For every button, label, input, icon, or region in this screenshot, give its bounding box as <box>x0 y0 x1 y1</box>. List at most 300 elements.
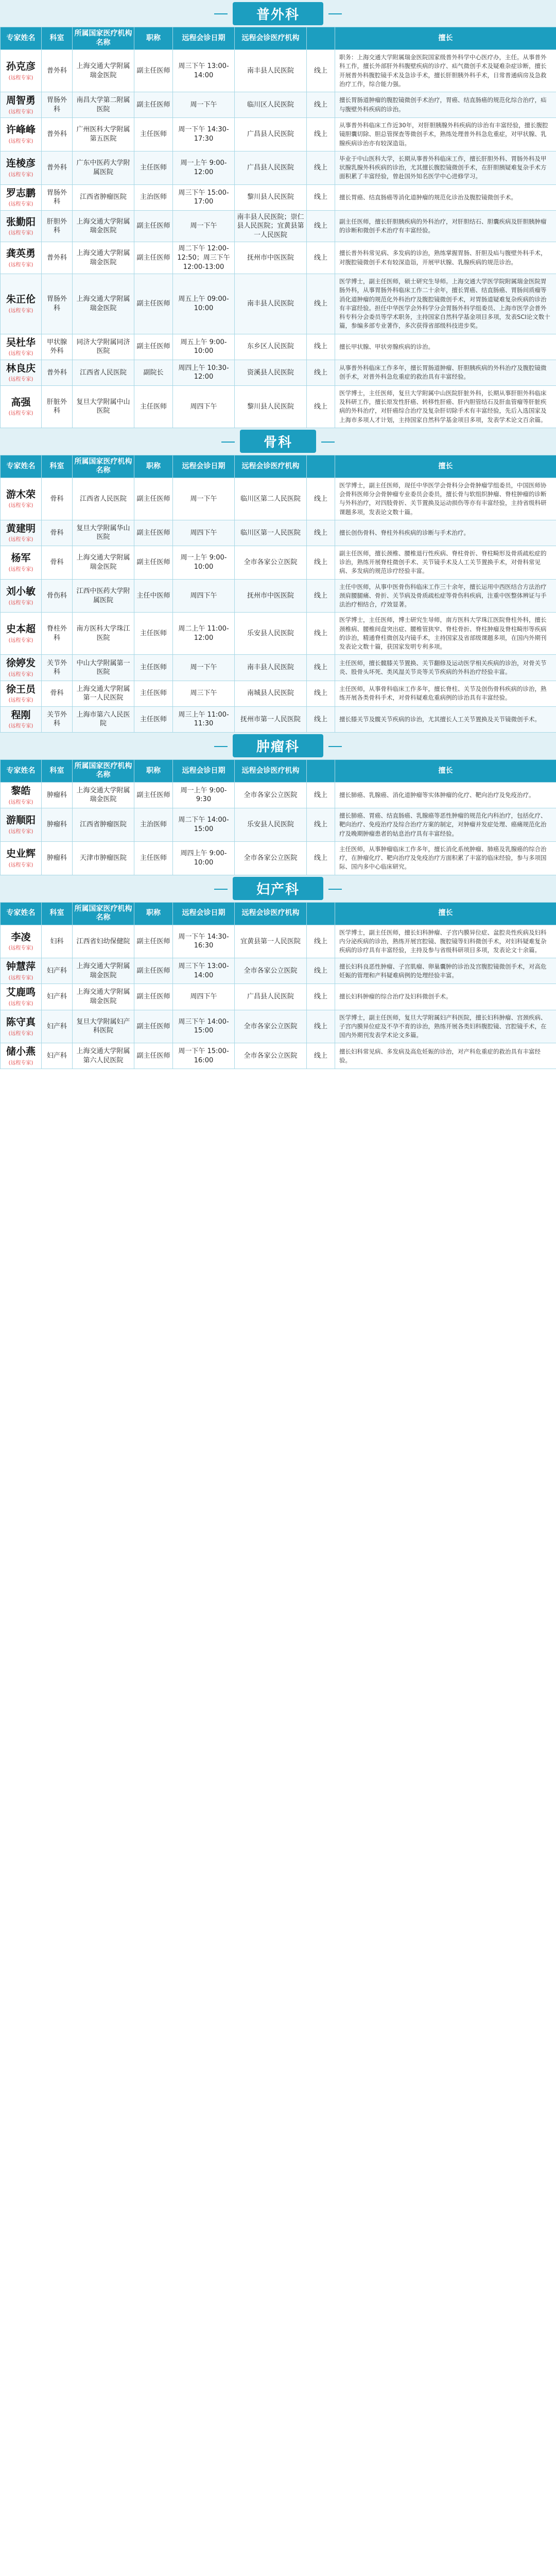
expertise-cell: 擅长甲状腺、甲状旁腺疾病的诊治。 <box>335 334 556 360</box>
consult-time-cell: 周四下午 <box>173 385 235 428</box>
expert-name-cell <box>1 50 42 92</box>
remote-expert-flag: (远程专家) <box>8 308 33 314</box>
job-title-cell: 副主任医师 <box>134 274 173 334</box>
institution-cell: 广州医科大学附属第五医院 <box>73 118 134 151</box>
expert-name-cell <box>1 546 42 579</box>
expert-name: 徐婷发 <box>6 657 36 669</box>
header-time: 远程会诊日期 <box>173 27 235 50</box>
institution-cell: 江西省人民医院 <box>73 478 134 520</box>
expert-name: 陈守真 <box>6 1016 36 1028</box>
consult-time-cell: 周一下午 <box>173 655 235 681</box>
expert-name: 储小燕 <box>6 1046 36 1058</box>
department-cell: 肿瘤科 <box>42 841 73 875</box>
job-title-cell: 副主任医师 <box>134 1043 173 1069</box>
header-title: 职称 <box>134 759 173 782</box>
section-banner <box>0 428 556 455</box>
remote-expert-flag: (远程专家) <box>8 351 33 357</box>
remote-hospital-cell: 黎川县人民医院 <box>235 184 307 210</box>
remote-hospital-cell: 黎川县人民医院 <box>235 385 307 428</box>
table-row <box>1 681 556 706</box>
mode-cell: 线上 <box>307 242 335 274</box>
expert-name: 游木荣 <box>6 488 36 500</box>
expert-name-cell <box>1 184 42 210</box>
expertise-cell: 擅长膝关节及髋关节疾病的诊治，尤其擅长人工关节置换及关节镜微创手术。 <box>335 706 556 732</box>
mode-cell: 线上 <box>307 1010 335 1043</box>
mode-cell: 线上 <box>307 808 335 842</box>
institution-cell: 上海交通大学附属第一人民医院 <box>73 681 134 706</box>
expert-name-cell <box>1 210 42 242</box>
mode-cell: 线上 <box>307 613 335 655</box>
job-title-cell: 副主任医师 <box>134 334 173 360</box>
header-title: 职称 <box>134 455 173 478</box>
department-cell: 妇产科 <box>42 1010 73 1043</box>
header-name: 专家姓名 <box>1 902 42 925</box>
expert-name: 朱正伦 <box>6 294 36 306</box>
mode-cell: 线上 <box>307 184 335 210</box>
department-cell: 普外科 <box>42 360 73 385</box>
mode-cell: 线上 <box>307 274 335 334</box>
table-row <box>1 274 556 334</box>
mode-cell: 线上 <box>307 925 335 958</box>
table-header-row <box>1 902 556 925</box>
header-time: 远程会诊日期 <box>173 455 235 478</box>
institution-cell: 江西省人民医院 <box>73 360 134 385</box>
consult-time-cell: 周四上午 9:00-10:00 <box>173 841 235 875</box>
remote-expert-flag: (远程专家) <box>8 503 33 509</box>
job-title-cell: 主任医师 <box>134 655 173 681</box>
header-dept: 科室 <box>42 455 73 478</box>
institution-cell: 上海交通大学附属瑞金医院 <box>73 984 134 1010</box>
consult-time-cell: 周四下午 <box>173 579 235 613</box>
consult-time-cell: 周一下午 <box>173 478 235 520</box>
department-cell: 脊柱外科 <box>42 613 73 655</box>
expertise-cell: 擅长创伤骨科、脊柱外科疾病的诊断与手术治疗。 <box>335 520 556 546</box>
table-row <box>1 706 556 732</box>
institution-cell: 中山大学附属第一医院 <box>73 655 134 681</box>
table-header-row <box>1 27 556 50</box>
expert-name: 史本超 <box>6 623 36 635</box>
institution-cell: 江西中医药大学附属医院 <box>73 579 134 613</box>
job-title-cell: 副主任医师 <box>134 958 173 984</box>
table-row <box>1 925 556 958</box>
job-title-cell: 主治医师 <box>134 184 173 210</box>
table-row <box>1 579 556 613</box>
consult-time-cell: 周三上午 11:00-11:30 <box>173 706 235 732</box>
expert-name-cell <box>1 579 42 613</box>
remote-hospital-cell: 广昌县人民医院 <box>235 151 307 184</box>
table-row <box>1 1010 556 1043</box>
expert-name-cell <box>1 520 42 546</box>
expertise-cell: 主任医师，擅长髋膝关节置换、关节翻修及运动医学相关疾病的诊治，对骨关节炎、股骨头坏死、类风湿关节炎等关节疾病的外科治疗经验丰富。 <box>335 655 556 681</box>
remote-expert-flag: (远程专家) <box>8 262 33 268</box>
section-title: 肿瘤科 <box>233 734 323 757</box>
table-row <box>1 210 556 242</box>
expert-name: 张勤阳 <box>6 216 36 228</box>
expert-name-cell <box>1 681 42 706</box>
institution-cell: 同济大学附属同济医院 <box>73 334 134 360</box>
expertise-cell: 擅长肺癌、乳腺癌、消化道肿瘤等实体肿瘤的化疗、靶向治疗及免疫治疗。 <box>335 782 556 808</box>
remote-expert-flag: (远程专家) <box>8 638 33 644</box>
expert-name-cell <box>1 274 42 334</box>
consult-time-cell: 周二下午 14:00-15:00 <box>173 808 235 842</box>
job-title-cell: 副主任医师 <box>134 478 173 520</box>
header-dept: 科室 <box>42 27 73 50</box>
expert-name: 黄建明 <box>6 522 36 534</box>
header-remote-org: 远程会诊医疗机构 <box>235 27 307 50</box>
remote-hospital-cell: 南丰县人民医院 <box>235 274 307 334</box>
job-title-cell: 副主任医师 <box>134 242 173 274</box>
expertise-cell: 从事普外科临床工作近30年，对肝胆胰腺外科疾病的诊治有丰富经验，擅长腹腔镜胆囊切除、胆总管探查等微创手术，熟练处理普外科急危重症，对甲状腺、乳腺疾病诊治亦有较深造诣。 <box>335 118 556 151</box>
expert-name-cell <box>1 151 42 184</box>
section-banner <box>0 0 556 27</box>
header-expertise: 擅长 <box>335 759 556 782</box>
mode-cell: 线上 <box>307 334 335 360</box>
department-cell: 骨科 <box>42 546 73 579</box>
mode-cell: 线上 <box>307 385 335 428</box>
consult-time-cell: 周三下午 13:00-14:00 <box>173 958 235 984</box>
expertise-cell: 擅长胃肠道肿瘤的腹腔镜微创手术治疗，胃癌、结直肠癌的规范化综合治疗，疝与腹壁外科疾病的诊治。 <box>335 92 556 118</box>
institution-cell: 上海交通大学附属瑞金医院 <box>73 242 134 274</box>
remote-hospital-cell: 广昌县人民医院 <box>235 118 307 151</box>
expert-table <box>0 27 556 428</box>
header-remote-org: 远程会诊医疗机构 <box>235 759 307 782</box>
department-cell: 普外科 <box>42 151 73 184</box>
mode-cell: 线上 <box>307 706 335 732</box>
header-title: 职称 <box>134 27 173 50</box>
expert-name-cell <box>1 925 42 958</box>
expert-name: 艾鹿鸣 <box>6 987 36 998</box>
consult-time-cell: 周三下午 13:00-14:00 <box>173 50 235 92</box>
remote-hospital-cell: 南丰县人民医院；崇仁县人民医院；宜黄县第一人民医院 <box>235 210 307 242</box>
expertise-cell: 擅长肺癌、胃癌、结直肠癌、乳腺癌等恶性肿瘤的规范化内科治疗，包括化疗、靶向治疗、免疫治疗及综合治疗方案的制定，对肿瘤并发症处理、癌痛规范化治疗及晚期肿瘤患者的姑息治疗具有丰富经验。 <box>335 808 556 842</box>
remote-hospital-cell: 抚州市中医医院 <box>235 579 307 613</box>
remote-hospital-cell: 全市各家公立医院 <box>235 841 307 875</box>
expertise-cell: 主任医师，从事肿瘤临床工作多年，擅长消化系统肿瘤、肺癌及乳腺癌的综合治疗，在肿瘤化疗、靶向治疗及免疫治疗方面积累了丰富的临床经验，参与多项国际、国内多中心临床研究。 <box>335 841 556 875</box>
header-name: 专家姓名 <box>1 27 42 50</box>
mode-cell: 线上 <box>307 92 335 118</box>
expert-name: 杨军 <box>11 552 31 564</box>
department-cell: 关节外科 <box>42 655 73 681</box>
mode-cell: 线上 <box>307 655 335 681</box>
expertise-cell: 医学博士，主任医师，复旦大学附属中山医院肝脏外科，长期从事肝胆外科临床及科研工作，擅长原发性肝癌、转移性肝癌、肝内胆管结石及肝血管瘤等肝脏疾病的外科治疗，对肝癌综合治疗及复杂肝切除手术有丰富经验，先后入选国家及上海市多项人才计划，主持国家自然科学基金项目多项，发表学术论文百余篇。 <box>335 385 556 428</box>
expertise-cell: 医学博士，副主任医师，现任中华医学会骨科分会骨肿瘤学组委员，中国医师协会骨科医师分会骨肿瘤专业委员会委员，擅长骨与软组织肿瘤、脊柱肿瘤的诊断与外科治疗，对四肢骨折、关节置换及运动损伤等亦有丰富经验，主持省级科研课题多项，发表论文数十篇。 <box>335 478 556 520</box>
expert-name-cell <box>1 984 42 1010</box>
remote-hospital-cell: 全市各家公立医院 <box>235 958 307 984</box>
section-banner <box>0 875 556 902</box>
remote-expert-flag: (远程专家) <box>8 537 33 543</box>
job-title-cell: 主任医师 <box>134 841 173 875</box>
remote-expert-flag: (远程专家) <box>8 945 33 952</box>
table-row <box>1 841 556 875</box>
expert-name-cell <box>1 706 42 732</box>
remote-hospital-cell: 临川区第一人民医院 <box>235 520 307 546</box>
expert-name-cell <box>1 478 42 520</box>
expertise-cell: 主任中医师，从事中医骨伤科临床工作三十余年，擅长运用中西医结合方法治疗颈肩腰腿痛、骨折、关节病及骨质疏松症等骨伤科疾病，注重中医整体辨证与手法治疗相结合，疗效显著。 <box>335 579 556 613</box>
mode-cell: 线上 <box>307 360 335 385</box>
remote-hospital-cell: 临川区人民医院 <box>235 92 307 118</box>
header-title: 职称 <box>134 902 173 925</box>
consult-time-cell: 周一下午 15:00-16:00 <box>173 1043 235 1069</box>
remote-expert-flag: (远程专家) <box>8 672 33 678</box>
remote-hospital-cell: 全市各家公立医院 <box>235 782 307 808</box>
table-row <box>1 1043 556 1069</box>
header-dept: 科室 <box>42 759 73 782</box>
department-cell: 肝胆外科 <box>42 210 73 242</box>
institution-cell: 复旦大学附属中山医院 <box>73 385 134 428</box>
expertise-cell: 医学博士，副主任医师，擅长妇科肿瘤、子宫内膜异位症、盆腔炎性疾病及妇科内分泌疾病的诊治，熟练开展宫腔镜、腹腔镜等妇科微创手术，对妇科疑难复杂疾病的诊疗具有丰富经验，主持及参与省级科研项目多项，发表论文十余篇。 <box>335 925 556 958</box>
expertise-cell: 毕业于中山医科大学，长期从事普外科临床工作，擅长肝胆外科、胃肠外科及甲状腺乳腺外科疾病的诊治，尤其擅长腹腔镜微创手术，在肝胆胰疑难复杂手术方面积累了丰富经验，曾赴国外知名医学中心进修学习。 <box>335 151 556 184</box>
department-cell: 关节外科 <box>42 706 73 732</box>
remote-hospital-cell: 全市各家公立医院 <box>235 1010 307 1043</box>
expertise-cell: 擅长普外科常见病、多发病的诊治，熟练掌握胃肠、肝胆及疝与腹壁外科手术，对腹腔镜微创手术有较深造诣，开展甲状腺、乳腺疾病的规范诊治。 <box>335 242 556 274</box>
remote-hospital-cell: 全市各家公立医院 <box>235 1043 307 1069</box>
institution-cell: 广东中医药大学附属医院 <box>73 151 134 184</box>
department-cell: 胃肠外科 <box>42 92 73 118</box>
consult-time-cell: 周一上午 9:00-12:00 <box>173 151 235 184</box>
consult-time-cell: 周五上午 9:00-10:00 <box>173 334 235 360</box>
header-expertise: 擅长 <box>335 902 556 925</box>
department-cell: 普外科 <box>42 50 73 92</box>
expert-name-cell <box>1 92 42 118</box>
remote-expert-flag: (远程专家) <box>8 600 33 606</box>
expertise-cell: 擅长妇科良恶性肿瘤、子宫肌瘤、卵巢囊肿的诊治及宫腹腔镜微创手术，对高危妊娠的管理和产科疑难病例的处理经验丰富。 <box>335 958 556 984</box>
remote-hospital-cell: 广昌县人民医院 <box>235 984 307 1010</box>
job-title-cell: 主任医师 <box>134 613 173 655</box>
consult-time-cell: 周三下午 14:00-15:00 <box>173 1010 235 1043</box>
expertise-cell: 医学博士，主任医师，博士研究生导师，南方医科大学珠江医院脊柱外科，擅长颈椎病、腰椎间盘突出症、腰椎管狭窄、脊柱骨折、脊柱肿瘤及脊柱畸形等疾病的诊治，精通脊柱微创及内镜手术，主持国家及省部级课题多项，在国内外期刊发表论文数十篇，获国家发明专利多项。 <box>335 613 556 655</box>
job-title-cell: 主任医师 <box>134 385 173 428</box>
header-mode <box>307 27 335 50</box>
job-title-cell: 副主任医师 <box>134 92 173 118</box>
remote-hospital-cell: 抚州市第一人民医院 <box>235 706 307 732</box>
institution-cell: 上海交通大学附属第六人民医院 <box>73 1043 134 1069</box>
expert-name: 连棱彦 <box>6 158 36 170</box>
institution-cell: 上海交通大学附属瑞金医院 <box>73 782 134 808</box>
table-row <box>1 984 556 1010</box>
section-banner <box>0 733 556 759</box>
header-org: 所属国家医疗机构名称 <box>73 902 134 925</box>
mode-cell: 线上 <box>307 520 335 546</box>
expert-name-cell <box>1 242 42 274</box>
job-title-cell: 副主任医师 <box>134 1010 173 1043</box>
expert-name: 许峰峰 <box>6 124 36 136</box>
expert-name: 程刚 <box>11 709 31 721</box>
remote-expert-flag: (远程专家) <box>8 377 33 383</box>
remote-hospital-cell: 南丰县人民医院 <box>235 50 307 92</box>
table-header-row <box>1 455 556 478</box>
consult-time-cell: 周一上午 9:00-10:00 <box>173 546 235 579</box>
remote-hospital-cell: 全市各家公立医院 <box>235 546 307 579</box>
expert-name-cell <box>1 1043 42 1069</box>
schedule-page <box>0 0 556 1069</box>
remote-hospital-cell: 抚州市中医医院 <box>235 242 307 274</box>
header-name: 专家姓名 <box>1 455 42 478</box>
consult-time-cell: 周一上午 9:00-9:30 <box>173 782 235 808</box>
institution-cell: 南昌大学第二附属医院 <box>73 92 134 118</box>
remote-expert-flag: (远程专家) <box>8 566 33 572</box>
mode-cell: 线上 <box>307 782 335 808</box>
expert-name: 龚英勇 <box>6 248 36 260</box>
institution-cell: 复旦大学附属妇产科医院 <box>73 1010 134 1043</box>
header-dept: 科室 <box>42 902 73 925</box>
table-row <box>1 360 556 385</box>
job-title-cell: 主治医师 <box>134 808 173 842</box>
department-cell: 肝脏外科 <box>42 385 73 428</box>
mode-cell: 线上 <box>307 681 335 706</box>
header-mode <box>307 759 335 782</box>
expertise-cell: 医学博士，副主任医师，硕士研究生导师。上海交通大学医学院附属瑞金医院胃肠外科，从事胃肠外科临床工作二十余年，擅长胃癌、结直肠癌、胃肠间质瘤等消化道肿瘤的规范化外科治疗及腹腔镜微创手术，对胃肠道疑难复杂疾病的诊治有丰富经验。担任中华医学会外科学分会胃肠外科学组委员、上海市医学会普外科专科分会委员等学术职务，主持国家自然科学基金项目多项，发表SCI论文数十篇，参编多部专业著作，多次获得省部级科技进步奖。 <box>335 274 556 334</box>
header-org: 所属国家医疗机构名称 <box>73 27 134 50</box>
expert-name-cell <box>1 360 42 385</box>
department-cell: 甲状腺外科 <box>42 334 73 360</box>
header-mode <box>307 455 335 478</box>
consult-time-cell: 周三下午 15:00-17:00 <box>173 184 235 210</box>
institution-cell: 上海交通大学附属瑞金医院 <box>73 50 134 92</box>
consult-time-cell: 周一下午 <box>173 92 235 118</box>
expert-name-cell <box>1 118 42 151</box>
table-row <box>1 655 556 681</box>
institution-cell: 南方医科大学珠江医院 <box>73 613 134 655</box>
mode-cell: 线上 <box>307 579 335 613</box>
expertise-cell: 职务：上海交通大学附属瑞金医院国家级普外科学中心医疗办，主任。从事普外科工作，擅长外部肝外科腹壁疾病的诊疗、疝气微创手术及疑难杂症诊断，擅长开展普外科腹腔镜手术及急诊手术，擅长肝胆胰外科手术，日常普通病房及急救治疗工作，综合能力强。 <box>335 50 556 92</box>
institution-cell: 上海交通大学附属瑞金医院 <box>73 958 134 984</box>
expert-name: 李凌 <box>11 931 31 943</box>
department-cell: 妇科 <box>42 925 73 958</box>
mode-cell: 线上 <box>307 118 335 151</box>
expert-name-cell <box>1 808 42 842</box>
header-expertise: 擅长 <box>335 455 556 478</box>
table-row <box>1 520 556 546</box>
expert-table <box>0 902 556 1070</box>
table-row <box>1 958 556 984</box>
job-title-cell: 副院长 <box>134 360 173 385</box>
job-title-cell: 主任医师 <box>134 706 173 732</box>
table-row <box>1 385 556 428</box>
department-cell: 胃肠外科 <box>42 184 73 210</box>
remote-hospital-cell: 东乡区人民医院 <box>235 334 307 360</box>
job-title-cell: 主任医师 <box>134 681 173 706</box>
expert-name: 高强 <box>11 396 31 408</box>
table-row <box>1 242 556 274</box>
table-row <box>1 782 556 808</box>
expert-table <box>0 455 556 733</box>
department-cell: 妇产科 <box>42 958 73 984</box>
table-row <box>1 118 556 151</box>
job-title-cell: 主任医师 <box>134 151 173 184</box>
consult-time-cell: 周四下午 <box>173 984 235 1010</box>
remote-expert-flag: (远程专家) <box>8 230 33 236</box>
job-title-cell: 主任中医师 <box>134 579 173 613</box>
institution-cell: 复旦大学附属华山医院 <box>73 520 134 546</box>
remote-expert-flag: (远程专家) <box>8 862 33 868</box>
mode-cell: 线上 <box>307 151 335 184</box>
remote-hospital-cell: 南丰县人民医院 <box>235 655 307 681</box>
header-time: 远程会诊日期 <box>173 759 235 782</box>
expert-name-cell <box>1 613 42 655</box>
department-cell: 骨科 <box>42 478 73 520</box>
consult-time-cell: 周一下午 <box>173 210 235 242</box>
expert-name-cell <box>1 782 42 808</box>
department-cell: 普外科 <box>42 118 73 151</box>
consult-time-cell: 周三下午 <box>173 681 235 706</box>
mode-cell: 线上 <box>307 50 335 92</box>
expert-name: 史业辉 <box>6 848 36 860</box>
remote-expert-flag: (远程专家) <box>8 1060 33 1066</box>
job-title-cell: 副主任医师 <box>134 782 173 808</box>
remote-expert-flag: (远程专家) <box>8 828 33 835</box>
expert-name-cell <box>1 958 42 984</box>
expert-name: 孙克彦 <box>6 60 36 72</box>
department-cell: 肿瘤科 <box>42 808 73 842</box>
department-cell: 胃肠外科 <box>42 274 73 334</box>
header-remote-org: 远程会诊医疗机构 <box>235 455 307 478</box>
header-time: 远程会诊日期 <box>173 902 235 925</box>
remote-expert-flag: (远程专家) <box>8 1030 33 1037</box>
table-row <box>1 151 556 184</box>
remote-hospital-cell: 资溪县人民医院 <box>235 360 307 385</box>
institution-cell: 上海交通大学附属瑞金医院 <box>73 274 134 334</box>
expert-name: 黎皓 <box>11 785 31 796</box>
remote-expert-flag: (远程专家) <box>8 411 33 417</box>
remote-hospital-cell: 临川区第二人民医院 <box>235 478 307 520</box>
table-row <box>1 334 556 360</box>
remote-hospital-cell: 南城县人民医院 <box>235 681 307 706</box>
job-title-cell: 副主任医师 <box>134 925 173 958</box>
consult-time-cell: 周一下午 14:30-16:30 <box>173 925 235 958</box>
remote-expert-flag: (远程专家) <box>8 698 33 704</box>
expert-name: 徐王员 <box>6 683 36 695</box>
remote-expert-flag: (远程专家) <box>8 109 33 115</box>
table-row <box>1 92 556 118</box>
consult-time-cell: 周二下午 12:00-12:50；周三下午 12:00-13:00 <box>173 242 235 274</box>
remote-expert-flag: (远程专家) <box>8 201 33 208</box>
table-row <box>1 613 556 655</box>
department-cell: 骨科 <box>42 520 73 546</box>
consult-time-cell: 周四下午 <box>173 520 235 546</box>
header-expertise: 擅长 <box>335 27 556 50</box>
expert-name-cell <box>1 334 42 360</box>
institution-cell: 上海交通大学附属瑞金医院 <box>73 210 134 242</box>
header-mode <box>307 902 335 925</box>
table-row <box>1 50 556 92</box>
mode-cell: 线上 <box>307 841 335 875</box>
expertise-cell: 擅长胃癌、结直肠癌等消化道肿瘤的规范化诊治及腹腔镜微创手术。 <box>335 184 556 210</box>
consult-time-cell: 周一下午 14:30-17:30 <box>173 118 235 151</box>
institution-cell: 天津市肿瘤医院 <box>73 841 134 875</box>
institution-cell: 江西省妇幼保健院 <box>73 925 134 958</box>
department-cell: 普外科 <box>42 242 73 274</box>
remote-hospital-cell: 乐安县人民医院 <box>235 808 307 842</box>
consult-time-cell: 周五上午 09:00-10:00 <box>173 274 235 334</box>
remote-expert-flag: (远程专家) <box>8 723 33 730</box>
expertise-cell: 从事普外科临床工作多年，擅长胃肠道肿瘤、肝胆胰疾病的外科治疗及腹腔镜微创手术，对普外科急危重症的救治具有丰富经验。 <box>335 360 556 385</box>
expertise-cell: 副主任医师，擅长颈椎、腰椎退行性疾病、脊柱骨折、脊柱畸形及骨质疏松症的诊治，熟练开展脊柱微创手术、关节镜手术及人工关节置换手术，对骨科常见病、多发病的规范诊疗经验丰富。 <box>335 546 556 579</box>
expert-name-cell <box>1 1010 42 1043</box>
expert-table <box>0 759 556 875</box>
header-name: 专家姓名 <box>1 759 42 782</box>
expert-name: 钟慧萍 <box>6 961 36 973</box>
institution-cell: 上海市第六人民医院 <box>73 706 134 732</box>
expert-name: 游顺阳 <box>6 815 36 826</box>
header-remote-org: 远程会诊医疗机构 <box>235 902 307 925</box>
expert-name: 吴杜华 <box>6 336 36 348</box>
remote-expert-flag: (远程专家) <box>8 75 33 81</box>
job-title-cell: 副主任医师 <box>134 546 173 579</box>
header-org: 所属国家医疗机构名称 <box>73 455 134 478</box>
consult-time-cell: 周四上午 10:30-12:00 <box>173 360 235 385</box>
department-cell: 骨伤科 <box>42 579 73 613</box>
expertise-cell: 副主任医师，擅长肝胆胰疾病的外科治疗，对肝胆结石、胆囊疾病及肝胆胰肿瘤的诊断和微创手术治疗有丰富经验。 <box>335 210 556 242</box>
